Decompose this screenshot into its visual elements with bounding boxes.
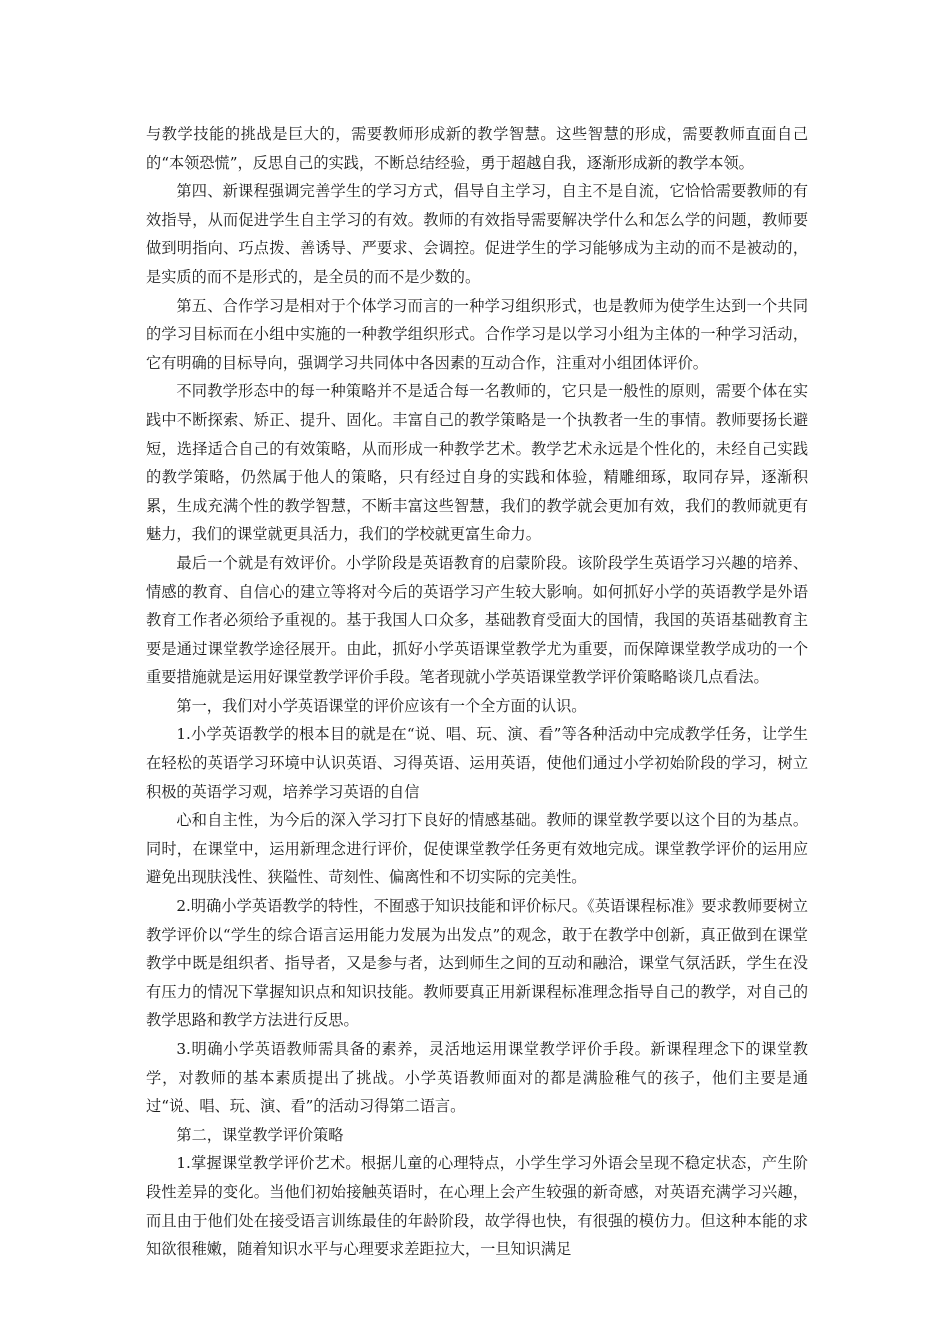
- paragraph-item-1: 1.小学英语教学的根本目的就是在“说、唱、玩、演、看”等各种活动中完成教学任务，让学生在轻松的英语学习环境中认识英语、习得英语、运用英语，使他们通过小学初始阶段的学习，树立积极的英语学习观，培养学习英语的自信: [146, 725, 808, 801]
- paragraph-heading-second: 第二，课堂教学评价策略: [176, 1125, 344, 1144]
- paragraph-item-3: 3.明确小学英语教师需具备的素养，灵活地运用课堂教学评价手段。新课程理念下的课堂教学，对教师的基本素质提出了挑战。小学英语教师面对的都是满脸稚气的孩子，他们主要是通过“说、唱、玩、演、看”的活动习得第二语言。: [146, 1040, 808, 1116]
- document-body: [146, 120, 808, 1264]
- paragraph-continuation: 与教学技能的挑战是巨大的，需要教师形成新的教学智慧。这些智慧的形成，需要教师直面自己的“本领恐慌”，反思自己的实践，不断总结经验，勇于超越自我，逐渐形成新的教学本领。: [146, 125, 808, 172]
- paragraph-item-1-continued: 心和自主性，为今后的深入学习打下良好的情感基础。教师的课堂教学要以这个目的为基点。同时，在课堂中，运用新理念进行评价，促使课堂教学任务更有效地完成。课堂教学评价的运用应避免出现肤浅性、狭隘性、苛刻性、偏离性和不切实际的完美性。: [146, 811, 808, 887]
- paragraph-heading-first: 第一，我们对小学英语课堂的评价应该有一个全方面的认识。: [176, 696, 587, 715]
- paragraph-teaching-strategy: 不同教学形态中的每一种策略并不是适合每一名教师的，它只是一般性的原则，需要个体在实践中不断探索、矫正、提升、固化。丰富自己的教学策略是一个执教者一生的事情。教师要扬长避短，选择适合自己的有效策略，从而形成一种教学艺术。教学艺术永远是个性化的，未经自己实践的教学策略，仍然属于他人的策略，只有经过自身的实践和体验，精雕细琢，取同存异，逐渐积累，生成充满个性的教学智慧，不断丰富这些智慧，我们的教学就会更加有效，我们的教师就更有魅力，我们的课堂就更具活力，我们的学校就更富生命力。: [146, 382, 808, 544]
- paragraph-point-five: 第五、合作学习是相对于个体学习而言的一种学习组织形式，也是教师为使学生达到一个共同的学习目标而在小组中实施的一种教学组织形式。合作学习是以学习小组为主体的一种学习活动，它有明确的目标导向，强调学习共同体中各因素的互动合作，注重对小组团体评价。: [146, 296, 808, 372]
- paragraph-effective-evaluation: 最后一个就是有效评价。小学阶段是英语教育的启蒙阶段。该阶段学生英语学习兴趣的培养、情感的教育、自信心的建立等将对今后的英语学习产生较大影响。如何抓好小学的英语教学是外语教育工作者必须给予重视的。基于我国人口众多，基础教育受面大的国情，我国的英语基础教育主要是通过课堂教学途径展开。由此，抓好小学英语课堂教学尤为重要，而保障课堂教学成功的一个重要措施就是运用好课堂教学评价手段。笔者现就小学英语课堂教学评价策略略谈几点看法。: [146, 553, 808, 687]
- paragraph-item-2: 2.明确小学英语教学的特性，不囿惑于知识技能和评价标尺。《英语课程标准》要求教师要树立教学评价以“学生的综合语言运用能力发展为出发点”的观念，敢于在教学中创新，真正做到在课堂教学中既是组织者、指导者，又是参与者，达到师生之间的互动和融洽，课堂气氛活跃，学生在没有压力的情况下掌握知识点和知识技能。教师要真正用新课程标准理念指导自己的教学，对自己的教学思路和教学方法进行反思。: [146, 897, 808, 1030]
- paragraph-point-four: 第四、新课程强调完善学生的学习方式，倡导自主学习，自主不是自流，它恰恰需要教师的有效指导，从而促进学生自主学习的有效。教师的有效指导需要解决学什么和怎么学的问题，教师要做到明指向、巧点拨、善诱导、严要求、会调控。促进学生的学习能够成为主动的而不是被动的，是实质的而不是形式的，是全员的而不是少数的。: [146, 182, 808, 286]
- paragraph-strategy-1: 1.掌握课堂教学评价艺术。根据儿童的心理特点，小学生学习外语会呈现不稳定状态，产生阶段性差异的变化。当他们初始接触英语时，在心理上会产生较强的新奇感，对英语充满学习兴趣，而且由于他们处在接受语言训练最佳的年龄阶段，故学得也快，有很强的模仿力。但这种本能的求知欲很稚嫩，随着知识水平与心理要求差距拉大，一旦知识满足: [146, 1154, 808, 1259]
